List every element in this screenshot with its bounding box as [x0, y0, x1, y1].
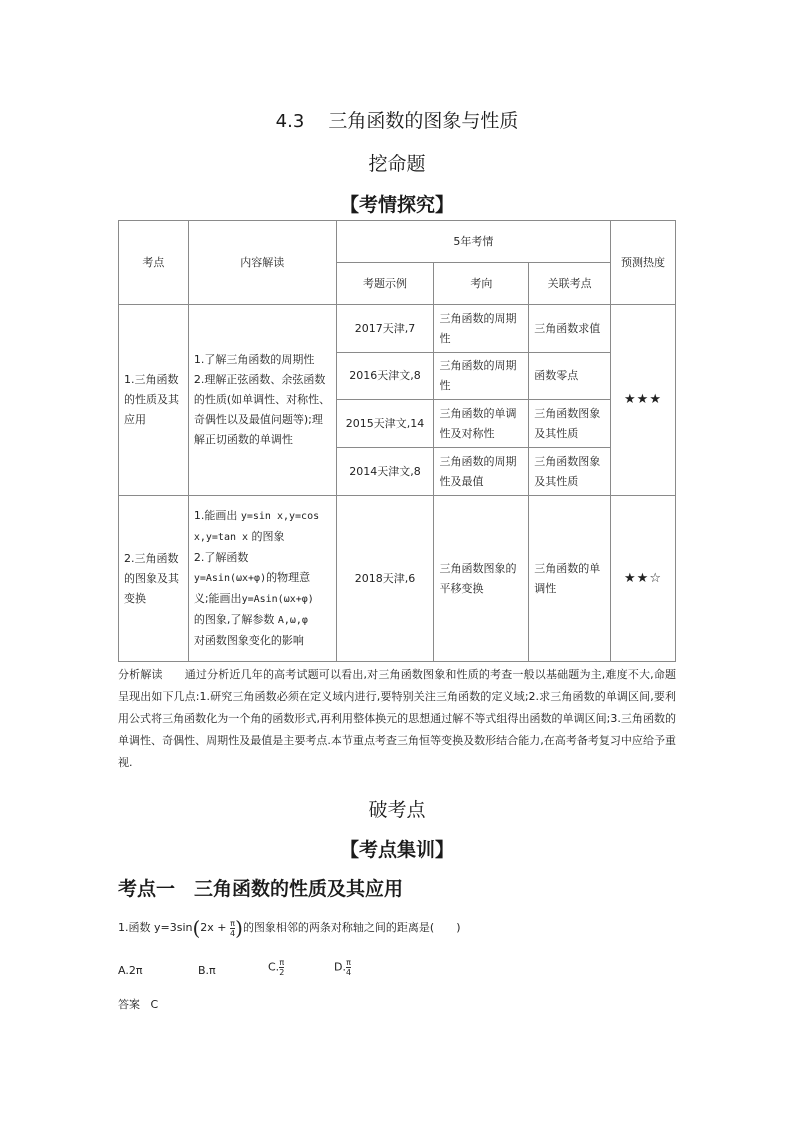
- option-b: B.π: [198, 964, 216, 977]
- row1-kaoxiang-1: 三角函数的周期性: [434, 305, 529, 353]
- analysis-paragraph: [118, 664, 676, 774]
- question-1: 1.函数 y=3sin(2x + $\frac{\pi}{4}$ )的图象相邻的两条对称轴之间的距离是( ): [118, 916, 461, 940]
- header-kaodian: 考点: [119, 221, 189, 305]
- section-title: [0, 106, 794, 133]
- row1-stars: ★★★: [611, 305, 676, 496]
- answer-value: C: [150, 998, 159, 1011]
- row1-shili-4: 2014天津文,8: [336, 448, 434, 496]
- header-shili: 考题示例: [336, 263, 434, 305]
- part2-title: 破考点: [368, 799, 426, 821]
- row1-shili-2: 2016天津文,8: [336, 353, 434, 400]
- answer-label: 答案: [118, 998, 140, 1011]
- header-neirong: 内容解读: [188, 221, 336, 305]
- row1-kaoxiang-3: 三角函数的单调性及对称性: [434, 400, 529, 448]
- row1-guanlian-2: 函数零点: [529, 353, 611, 400]
- option-a: A.2π: [118, 964, 143, 977]
- header-yuce: 预测热度: [611, 221, 676, 305]
- header-kaoxiang: 考向: [434, 263, 529, 305]
- analysis-text: 通过分析近几年的高考试题可以看出,对三角函数图象和性质的考查一般以基础题为主,难度不大,命题呈现出如下几点:1.研究三角函数必须在定义域内进行,要特别关注三角函数的定义域;2.求三角函数的单调区间,要利用公式将三角函数化为一个角的函数形式,再利用整体换元的思想通过解不等式组得出函数的单调区间;3.三角函数的单调性、奇偶性、周期性及最值是主要考点.本节重点考查三角恒等变换及数形结合能力,在高考备考复习中应给予重视.: [118, 668, 677, 769]
- question-options: [118, 958, 418, 988]
- header-guanlian: 关联考点: [529, 263, 611, 305]
- row2-guanlian: 三角函数的单调性: [529, 496, 611, 662]
- part2-bracket-heading: 【考点集训】: [339, 839, 454, 861]
- kaoqing-table: [118, 220, 676, 662]
- section-title-text: 三角函数的图象与性质: [328, 110, 519, 132]
- question-prefix: 1.函数 y=3sin: [118, 921, 193, 934]
- row1-kaoxiang-2: 三角函数的周期性: [434, 353, 529, 400]
- row2-stars: ★★☆: [611, 496, 676, 662]
- row2-shili: 2018天津,6: [336, 496, 434, 662]
- analysis-label: 分析解读: [118, 668, 163, 681]
- row2-kaoxiang: 三角函数图象的平移变换: [434, 496, 529, 662]
- row1-neirong: 1.了解三角函数的周期性 2.理解正弦函数、余弦函数的性质(如单调性、对称性、奇偶性以及最值问题等);理解正切函数的单调性: [188, 305, 336, 496]
- option-c: C. $\frac{\pi}{2}$: [268, 958, 285, 977]
- question-inner: 2x +: [200, 921, 227, 934]
- part1-title: 挖命题: [368, 153, 426, 175]
- row1-kaodian: 1.三角函数的性质及其应用: [119, 305, 189, 496]
- answer-line: [118, 996, 158, 1012]
- row1-shili-1: 2017天津,7: [336, 305, 434, 353]
- question-suffix: 的图象相邻的两条对称轴之间的距离是( ): [242, 921, 461, 934]
- row1-guanlian-1: 三角函数求值: [529, 305, 611, 353]
- question-fraction: $\frac{\pi}{4}$: [230, 918, 236, 938]
- row1-kaoxiang-4: 三角函数的周期性及最值: [434, 448, 529, 496]
- row1-guanlian-3: 三角函数图象及其性质: [529, 400, 611, 448]
- row2-kaodian: 2.三角函数的图象及其变换: [119, 496, 189, 662]
- row2-neirong: 1.能画出 y=sin x,y=cos x,y=tan x 的图象 2.了解函数 y=Asin(ωx+φ)的物理意 义;能画出y=Asin(ωx+φ) 的图象,了解参数 A,ω,φ 对函数图象变化的影响: [188, 496, 336, 662]
- section-number: 4.3: [275, 111, 305, 132]
- header-five-year: 5年考情: [336, 221, 610, 263]
- kaodian1-title: 考点一 三角函数的性质及其应用: [118, 878, 404, 900]
- part1-bracket-heading: 【考情探究】: [339, 194, 454, 216]
- row1-shili-3: 2015天津文,14: [336, 400, 434, 448]
- option-d: D. $\frac{\pi}{4}$: [334, 958, 352, 977]
- row1-guanlian-4: 三角函数图象及其性质: [529, 448, 611, 496]
